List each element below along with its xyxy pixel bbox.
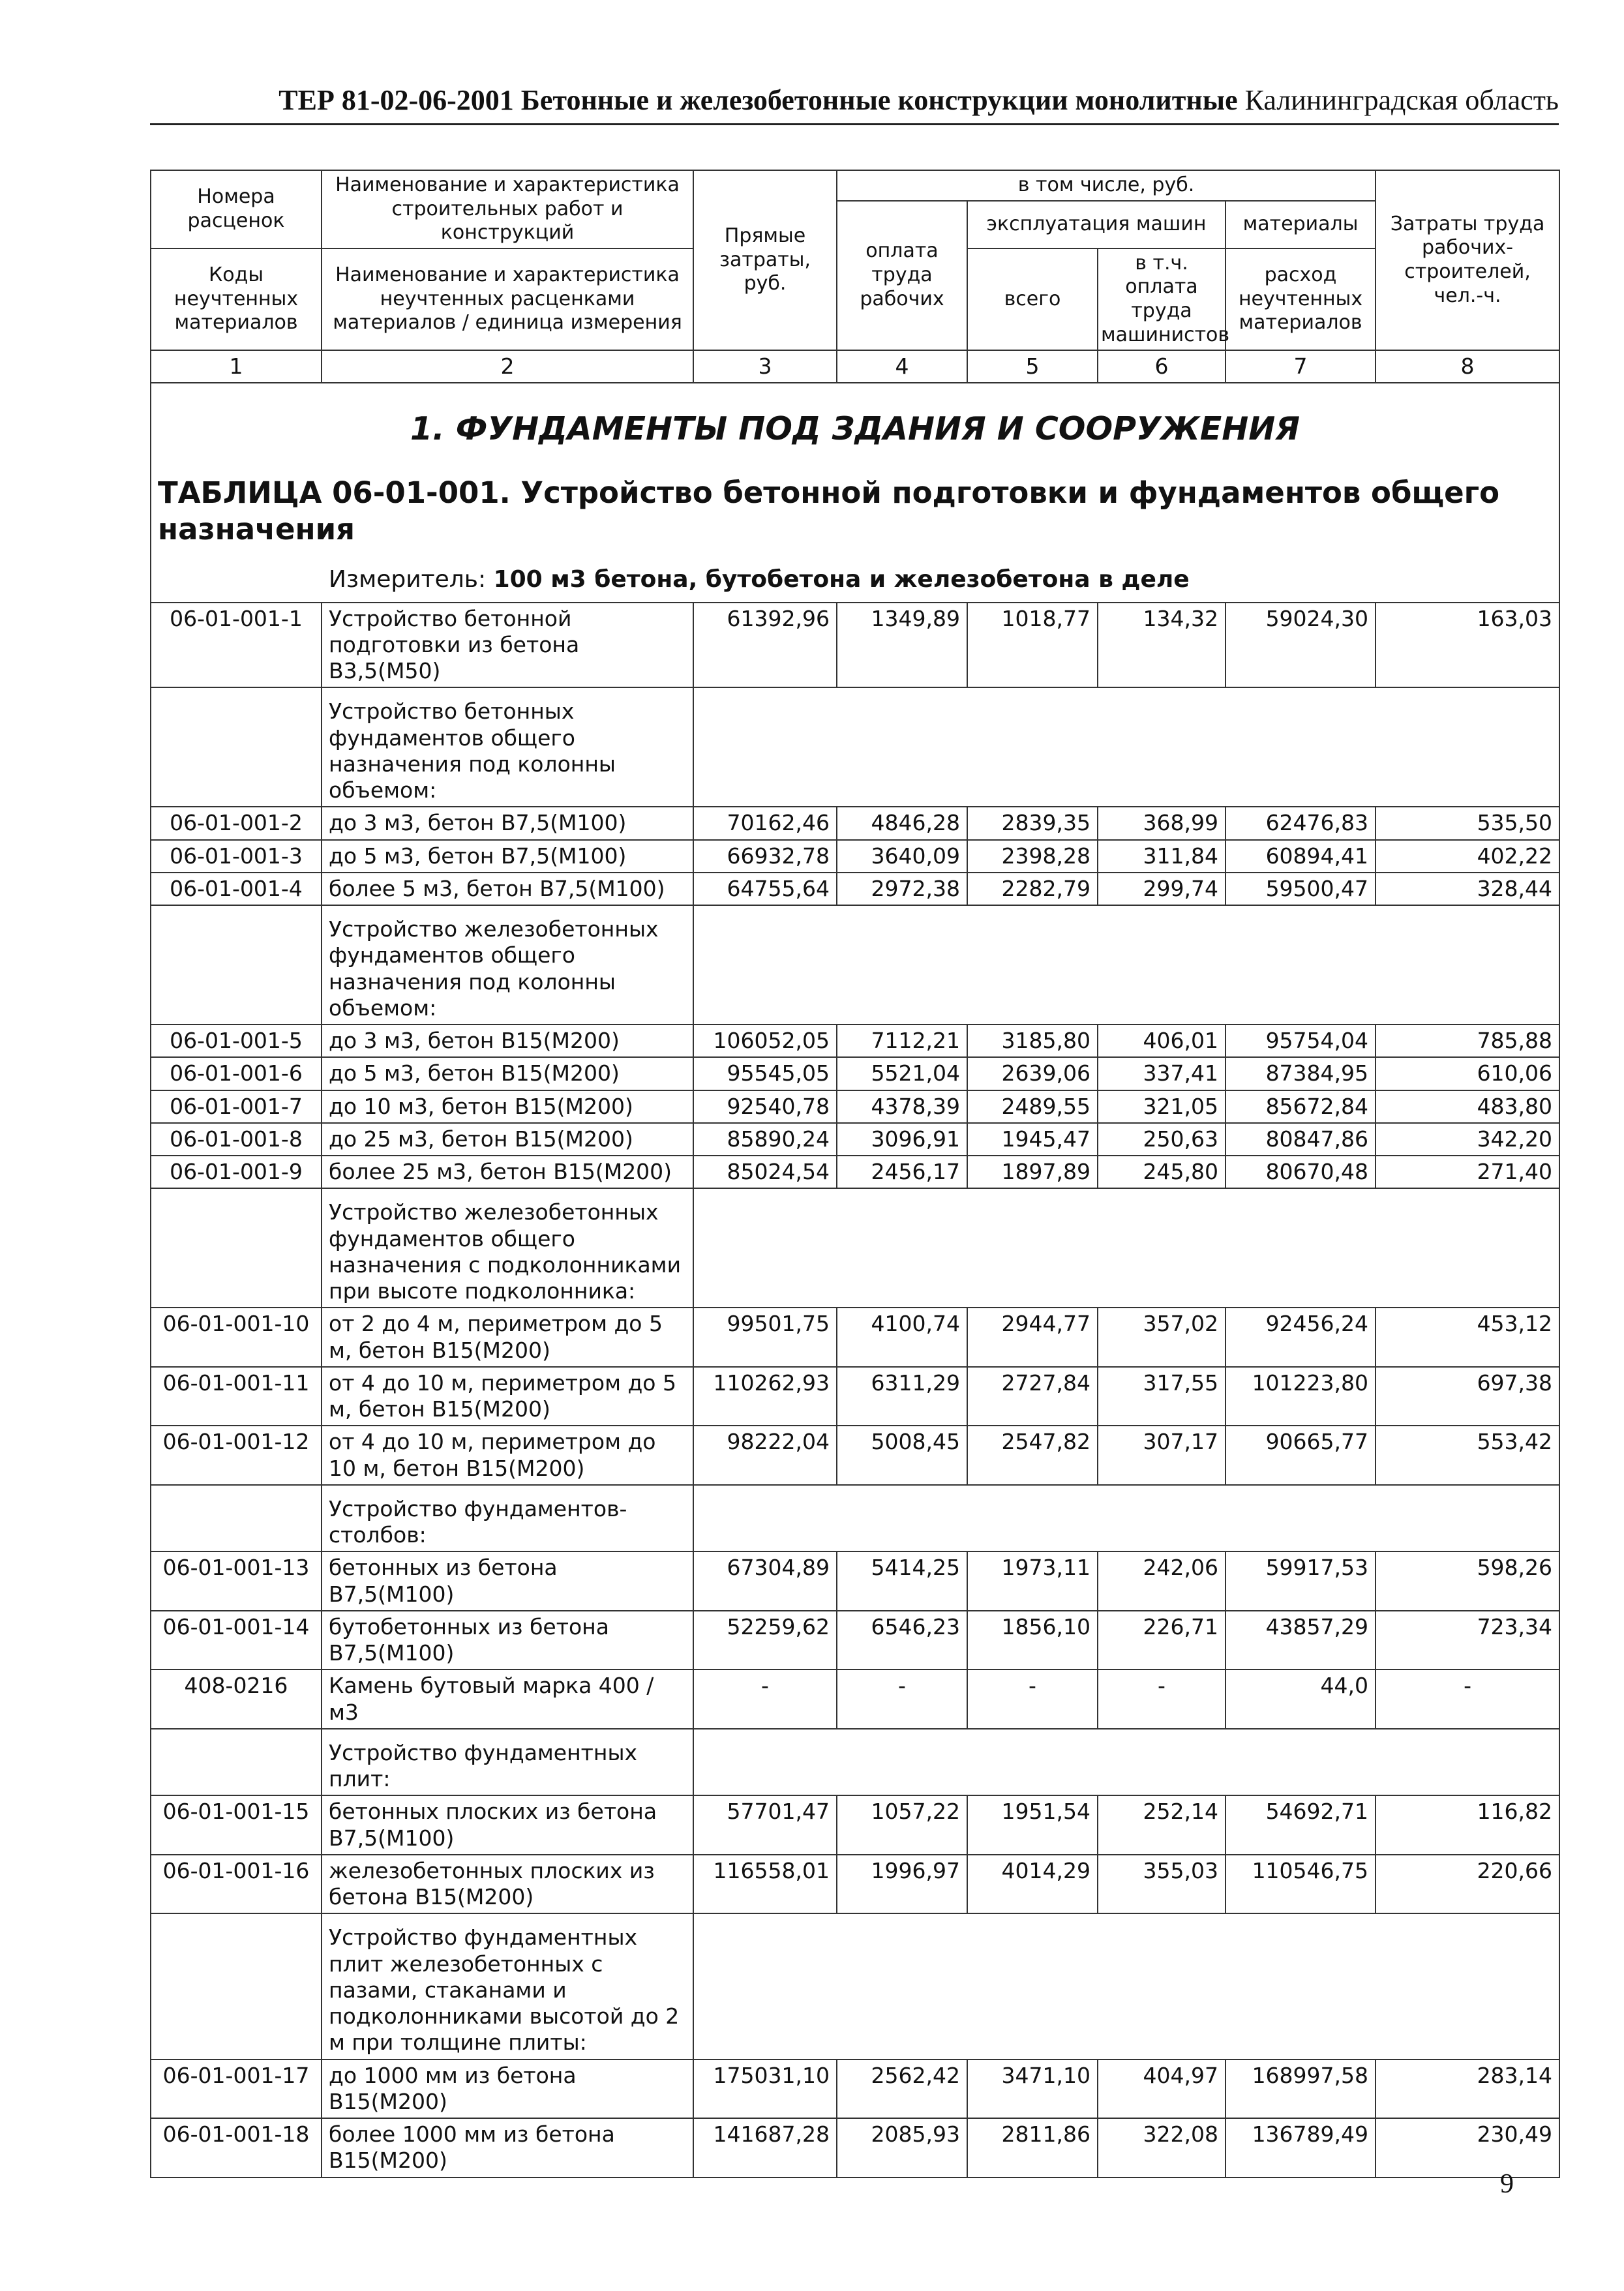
- column-number: 7: [1226, 350, 1376, 383]
- materials-cost-cell: 168997,58: [1226, 2059, 1376, 2119]
- column-number: 2: [322, 350, 693, 383]
- machines-total-cell: 1897,89: [967, 1156, 1098, 1188]
- empty-cell: [151, 1913, 322, 2059]
- labor-hours-cell: 230,49: [1376, 2118, 1559, 2178]
- column-number: 4: [837, 350, 967, 383]
- col-header-labor: Затраты труда рабочих-строителей, чел.-ч.: [1376, 170, 1559, 350]
- rate-code: 06-01-001-16: [151, 1855, 322, 1914]
- direct-costs-cell: 67304,89: [693, 1551, 837, 1611]
- table-row: [151, 1025, 1559, 1057]
- page-number: 9: [1500, 2169, 1514, 2199]
- empty-cell: [151, 1729, 322, 1796]
- labor-hours-cell: -: [1376, 1670, 1559, 1729]
- col-header-machinist-wage: в т.ч. оплата труда машинистов: [1098, 248, 1226, 350]
- labor-hours-cell: 220,66: [1376, 1855, 1559, 1914]
- worker-wage-cell: 5521,04: [837, 1057, 967, 1090]
- direct-costs-cell: -: [693, 1670, 837, 1729]
- machines-total-cell: 2639,06: [967, 1057, 1098, 1090]
- material-name: Камень бутовый марка 400 / м3: [322, 1670, 693, 1729]
- table-row: [151, 1367, 1559, 1426]
- machines-total-cell: 3471,10: [967, 2059, 1098, 2119]
- machines-total-cell: 3185,80: [967, 1025, 1098, 1057]
- header-region: Калининградская область: [1244, 84, 1559, 116]
- column-number: 1: [151, 350, 322, 383]
- machinist-wage-cell: 337,41: [1098, 1057, 1226, 1090]
- worker-wage-cell: 1057,22: [837, 1795, 967, 1855]
- worker-wage-cell: 6311,29: [837, 1367, 967, 1426]
- machines-total-cell: 1973,11: [967, 1551, 1098, 1611]
- direct-costs-cell: 70162,46: [693, 807, 837, 839]
- section-header-row: [151, 383, 1559, 602]
- labor-hours-cell: 535,50: [1376, 807, 1559, 839]
- rate-code: 06-01-001-9: [151, 1156, 322, 1188]
- group-heading-row: [151, 905, 1559, 1025]
- direct-costs-cell: 141687,28: [693, 2118, 837, 2178]
- page-header: [150, 83, 1559, 125]
- col-header-codes: Номера расценок: [151, 170, 322, 248]
- materials-cost-cell: 85672,84: [1226, 1090, 1376, 1123]
- group-heading-row: [151, 1913, 1559, 2059]
- machinist-wage-cell: 299,74: [1098, 873, 1226, 905]
- materials-cost-cell: 59500,47: [1226, 873, 1376, 905]
- labor-hours-cell: 697,38: [1376, 1367, 1559, 1426]
- table-row: [151, 873, 1559, 905]
- empty-cell: [693, 1729, 1559, 1796]
- group-heading: Устройство бетонных фундаментов общего назначения под колонны объемом:: [322, 687, 693, 807]
- table-row: [151, 1156, 1559, 1188]
- machines-total-cell: 2811,86: [967, 2118, 1098, 2178]
- worker-wage-cell: 7112,21: [837, 1025, 967, 1057]
- machinist-wage-cell: 357,02: [1098, 1308, 1226, 1367]
- machines-total-cell: 2282,79: [967, 873, 1098, 905]
- machinist-wage-cell: 322,08: [1098, 2118, 1226, 2178]
- group-heading: Устройство фундаментов-столбов:: [322, 1485, 693, 1552]
- worker-wage-cell: 1996,97: [837, 1855, 967, 1914]
- machinist-wage-cell: 368,99: [1098, 807, 1226, 839]
- direct-costs-cell: 64755,64: [693, 873, 837, 905]
- materials-cost-cell: 44,0: [1226, 1670, 1376, 1729]
- machines-total-cell: 2944,77: [967, 1308, 1098, 1367]
- col-header-name: Наименование и характеристика строительных работ и конструкций: [322, 170, 693, 248]
- rate-code: 06-01-001-11: [151, 1367, 322, 1426]
- direct-costs-cell: 85024,54: [693, 1156, 837, 1188]
- rates-table: [150, 170, 1560, 2178]
- materials-cost-cell: 60894,41: [1226, 840, 1376, 873]
- group-heading-row: [151, 1485, 1559, 1552]
- work-name: от 2 до 4 м, периметром до 5 м, бетон В15(М200): [322, 1308, 693, 1367]
- work-name: от 4 до 10 м, периметром до 5 м, бетон В15(М200): [322, 1367, 693, 1426]
- direct-costs-cell: 61392,96: [693, 603, 837, 688]
- machinist-wage-cell: 311,84: [1098, 840, 1226, 873]
- work-name: до 25 м3, бетон В15(М200): [322, 1123, 693, 1156]
- materials-cost-cell: 80670,48: [1226, 1156, 1376, 1188]
- worker-wage-cell: 2085,93: [837, 2118, 967, 2178]
- table-body: [151, 383, 1559, 2177]
- machinist-wage-cell: 226,71: [1098, 1611, 1226, 1670]
- table-row: [151, 1426, 1559, 1485]
- rate-code: 06-01-001-14: [151, 1611, 322, 1670]
- direct-costs-cell: 85890,24: [693, 1123, 837, 1156]
- materials-cost-cell: 59917,53: [1226, 1551, 1376, 1611]
- work-name: железобетонных плоских из бетона В15(М200): [322, 1855, 693, 1914]
- empty-cell: [693, 687, 1559, 807]
- materials-cost-cell: 110546,75: [1226, 1855, 1376, 1914]
- materials-cost-cell: 101223,80: [1226, 1367, 1376, 1426]
- machines-total-cell: 2489,55: [967, 1090, 1098, 1123]
- rate-code: 06-01-001-12: [151, 1426, 322, 1485]
- work-name: от 4 до 10 м, периметром до 10 м, бетон В15(М200): [322, 1426, 693, 1485]
- table-row: [151, 1611, 1559, 1670]
- table-title: ТАБЛИЦА 06-01-001. Устройство бетонной подготовки и фундаментов общего назначения: [158, 475, 1500, 547]
- material-row: [151, 1670, 1559, 1729]
- section-title: 1. ФУНДАМЕНТЫ ПОД ЗДАНИЯ И СООРУЖЕНИЯ: [410, 410, 1301, 448]
- work-name: более 25 м3, бетон В15(М200): [322, 1156, 693, 1188]
- work-name: до 1000 мм из бетона В15(М200): [322, 2059, 693, 2119]
- column-number: 6: [1098, 350, 1226, 383]
- worker-wage-cell: 2562,42: [837, 2059, 967, 2119]
- work-name: бетонных плоских из бетона В7,5(М100): [322, 1795, 693, 1855]
- rate-code: 06-01-001-3: [151, 840, 322, 873]
- machines-total-cell: 4014,29: [967, 1855, 1098, 1914]
- machines-total-cell: -: [967, 1670, 1098, 1729]
- worker-wage-cell: -: [837, 1670, 967, 1729]
- worker-wage-cell: 3096,91: [837, 1123, 967, 1156]
- measure-unit-label: Измеритель:: [329, 565, 487, 593]
- empty-cell: [693, 1485, 1559, 1552]
- direct-costs-cell: 95545,05: [693, 1057, 837, 1090]
- machines-total-cell: 1856,10: [967, 1611, 1098, 1670]
- machines-total-cell: 1018,77: [967, 603, 1098, 688]
- table-row: [151, 1795, 1559, 1855]
- machinist-wage-cell: 307,17: [1098, 1426, 1226, 1485]
- labor-hours-cell: 785,88: [1376, 1025, 1559, 1057]
- labor-hours-cell: 163,03: [1376, 603, 1559, 688]
- table-row: [151, 603, 1559, 688]
- section-cell: [151, 383, 1559, 602]
- column-number: 8: [1376, 350, 1559, 383]
- rate-code: 06-01-001-18: [151, 2118, 322, 2178]
- column-numbers-row: [151, 350, 1559, 383]
- materials-cost-cell: 92456,24: [1226, 1308, 1376, 1367]
- empty-cell: [151, 687, 322, 807]
- rate-code: 06-01-001-17: [151, 2059, 322, 2119]
- machines-total-cell: 2398,28: [967, 840, 1098, 873]
- worker-wage-cell: 6546,23: [837, 1611, 967, 1670]
- group-heading: Устройство железобетонных фундаментов общего назначения с подколонниками при высоте подколонника:: [322, 1188, 693, 1308]
- labor-hours-cell: 610,06: [1376, 1057, 1559, 1090]
- machinist-wage-cell: -: [1098, 1670, 1226, 1729]
- labor-hours-cell: 553,42: [1376, 1426, 1559, 1485]
- machinist-wage-cell: 321,05: [1098, 1090, 1226, 1123]
- material-code: 408-0216: [151, 1670, 322, 1729]
- labor-hours-cell: 283,14: [1376, 2059, 1559, 2119]
- rates-sheet: [150, 170, 1559, 2178]
- machines-total-cell: 2547,82: [967, 1426, 1098, 1485]
- work-name: бетонных из бетона В7,5(М100): [322, 1551, 693, 1611]
- col-header-material-codes: Коды неучтенных материалов: [151, 248, 322, 350]
- table-row: [151, 1123, 1559, 1156]
- labor-hours-cell: 598,26: [1376, 1551, 1559, 1611]
- materials-cost-cell: 136789,49: [1226, 2118, 1376, 2178]
- table-row: [151, 2059, 1559, 2119]
- rate-code: 06-01-001-8: [151, 1123, 322, 1156]
- rate-code: 06-01-001-6: [151, 1057, 322, 1090]
- table-row: [151, 1551, 1559, 1611]
- labor-hours-cell: 402,22: [1376, 840, 1559, 873]
- work-name: до 10 м3, бетон В15(М200): [322, 1090, 693, 1123]
- table-row: [151, 2118, 1559, 2178]
- col-header-machines-total: всего: [967, 248, 1098, 350]
- direct-costs-cell: 66932,78: [693, 840, 837, 873]
- work-name: до 5 м3, бетон В15(М200): [322, 1057, 693, 1090]
- materials-cost-cell: 80847,86: [1226, 1123, 1376, 1156]
- rate-code: 06-01-001-1: [151, 603, 322, 688]
- labor-hours-cell: 342,20: [1376, 1123, 1559, 1156]
- worker-wage-cell: 4100,74: [837, 1308, 967, 1367]
- materials-cost-cell: 87384,95: [1226, 1057, 1376, 1090]
- work-name: более 5 м3, бетон В7,5(М100): [322, 873, 693, 905]
- col-header-machines: эксплуатация машин: [967, 201, 1226, 248]
- empty-cell: [151, 1485, 322, 1552]
- group-heading: Устройство железобетонных фундаментов общего назначения под колонны объемом:: [322, 905, 693, 1025]
- worker-wage-cell: 2456,17: [837, 1156, 967, 1188]
- group-heading-row: [151, 687, 1559, 807]
- direct-costs-cell: 106052,05: [693, 1025, 837, 1057]
- machines-total-cell: 2839,35: [967, 807, 1098, 839]
- materials-cost-cell: 43857,29: [1226, 1611, 1376, 1670]
- work-name: более 1000 мм из бетона В15(М200): [322, 2118, 693, 2178]
- worker-wage-cell: 5414,25: [837, 1551, 967, 1611]
- col-header-material-name: Наименование и характеристика неучтенных расценками материалов / единица измерения: [322, 248, 693, 350]
- materials-cost-cell: 90665,77: [1226, 1426, 1376, 1485]
- work-name: до 5 м3, бетон В7,5(М100): [322, 840, 693, 873]
- group-heading: Устройство фундаментных плит:: [322, 1729, 693, 1796]
- rate-code: 06-01-001-2: [151, 807, 322, 839]
- direct-costs-cell: 110262,93: [693, 1367, 837, 1426]
- header-title: ТЕР 81-02-06-2001 Бетонные и железобетонные конструкции монолитные: [278, 84, 1238, 116]
- worker-wage-cell: 2972,38: [837, 873, 967, 905]
- labor-hours-cell: 271,40: [1376, 1156, 1559, 1188]
- machinist-wage-cell: 317,55: [1098, 1367, 1226, 1426]
- worker-wage-cell: 4846,28: [837, 807, 967, 839]
- direct-costs-cell: 57701,47: [693, 1795, 837, 1855]
- col-header-wage: оплата труда рабочих: [837, 201, 967, 351]
- work-name: до 3 м3, бетон В15(М200): [322, 1025, 693, 1057]
- materials-cost-cell: 95754,04: [1226, 1025, 1376, 1057]
- work-name: бутобетонных из бетона В7,5(М100): [322, 1611, 693, 1670]
- machinist-wage-cell: 245,80: [1098, 1156, 1226, 1188]
- column-number: 5: [967, 350, 1098, 383]
- table-row: [151, 840, 1559, 873]
- measure-unit: [158, 565, 1552, 594]
- empty-cell: [151, 1188, 322, 1308]
- machinist-wage-cell: 406,01: [1098, 1025, 1226, 1057]
- group-heading-row: [151, 1729, 1559, 1796]
- labor-hours-cell: 483,80: [1376, 1090, 1559, 1123]
- machinist-wage-cell: 242,06: [1098, 1551, 1226, 1611]
- rate-code: 06-01-001-13: [151, 1551, 322, 1611]
- materials-cost-cell: 59024,30: [1226, 603, 1376, 688]
- work-name: Устройство бетонной подготовки из бетона В3,5(М50): [322, 603, 693, 688]
- table-row: [151, 1308, 1559, 1367]
- empty-cell: [151, 905, 322, 1025]
- col-header-material-use: расход неучтенных материалов: [1226, 248, 1376, 350]
- rate-code: 06-01-001-7: [151, 1090, 322, 1123]
- rate-code: 06-01-001-10: [151, 1308, 322, 1367]
- direct-costs-cell: 116558,01: [693, 1855, 837, 1914]
- machinist-wage-cell: 134,32: [1098, 603, 1226, 688]
- table-row: [151, 1855, 1559, 1914]
- rate-code: 06-01-001-15: [151, 1795, 322, 1855]
- col-header-materials: материалы: [1226, 201, 1376, 248]
- machinist-wage-cell: 355,03: [1098, 1855, 1226, 1914]
- empty-cell: [693, 1188, 1559, 1308]
- table-row: [151, 1090, 1559, 1123]
- machinist-wage-cell: 404,97: [1098, 2059, 1226, 2119]
- labor-hours-cell: 453,12: [1376, 1308, 1559, 1367]
- group-heading-row: [151, 1188, 1559, 1308]
- worker-wage-cell: 4378,39: [837, 1090, 967, 1123]
- labor-hours-cell: 328,44: [1376, 873, 1559, 905]
- worker-wage-cell: 5008,45: [837, 1426, 967, 1485]
- table-header: [151, 170, 1559, 383]
- materials-cost-cell: 54692,71: [1226, 1795, 1376, 1855]
- direct-costs-cell: 92540,78: [693, 1090, 837, 1123]
- empty-cell: [693, 1913, 1559, 2059]
- col-header-including: в том числе, руб.: [837, 170, 1376, 201]
- worker-wage-cell: 1349,89: [837, 603, 967, 688]
- direct-costs-cell: 99501,75: [693, 1308, 837, 1367]
- rate-code: 06-01-001-5: [151, 1025, 322, 1057]
- rate-code: 06-01-001-4: [151, 873, 322, 905]
- work-name: до 3 м3, бетон В7,5(М100): [322, 807, 693, 839]
- empty-cell: [693, 905, 1559, 1025]
- group-heading: Устройство фундаментных плит железобетонных с пазами, стаканами и подколонниками высотой до 2 м при толщине плиты:: [322, 1913, 693, 2059]
- direct-costs-cell: 175031,10: [693, 2059, 837, 2119]
- measure-unit-value: 100 м3 бетона, бутобетона и железобетона в деле: [493, 565, 1190, 593]
- machines-total-cell: 2727,84: [967, 1367, 1098, 1426]
- machinist-wage-cell: 252,14: [1098, 1795, 1226, 1855]
- machines-total-cell: 1945,47: [967, 1123, 1098, 1156]
- machinist-wage-cell: 250,63: [1098, 1123, 1226, 1156]
- column-number: 3: [693, 350, 837, 383]
- machines-total-cell: 1951,54: [967, 1795, 1098, 1855]
- table-row: [151, 1057, 1559, 1090]
- labor-hours-cell: 723,34: [1376, 1611, 1559, 1670]
- labor-hours-cell: 116,82: [1376, 1795, 1559, 1855]
- col-header-direct-costs: Прямые затраты, руб.: [693, 170, 837, 350]
- materials-cost-cell: 62476,83: [1226, 807, 1376, 839]
- worker-wage-cell: 3640,09: [837, 840, 967, 873]
- direct-costs-cell: 98222,04: [693, 1426, 837, 1485]
- direct-costs-cell: 52259,62: [693, 1611, 837, 1670]
- table-row: [151, 807, 1559, 839]
